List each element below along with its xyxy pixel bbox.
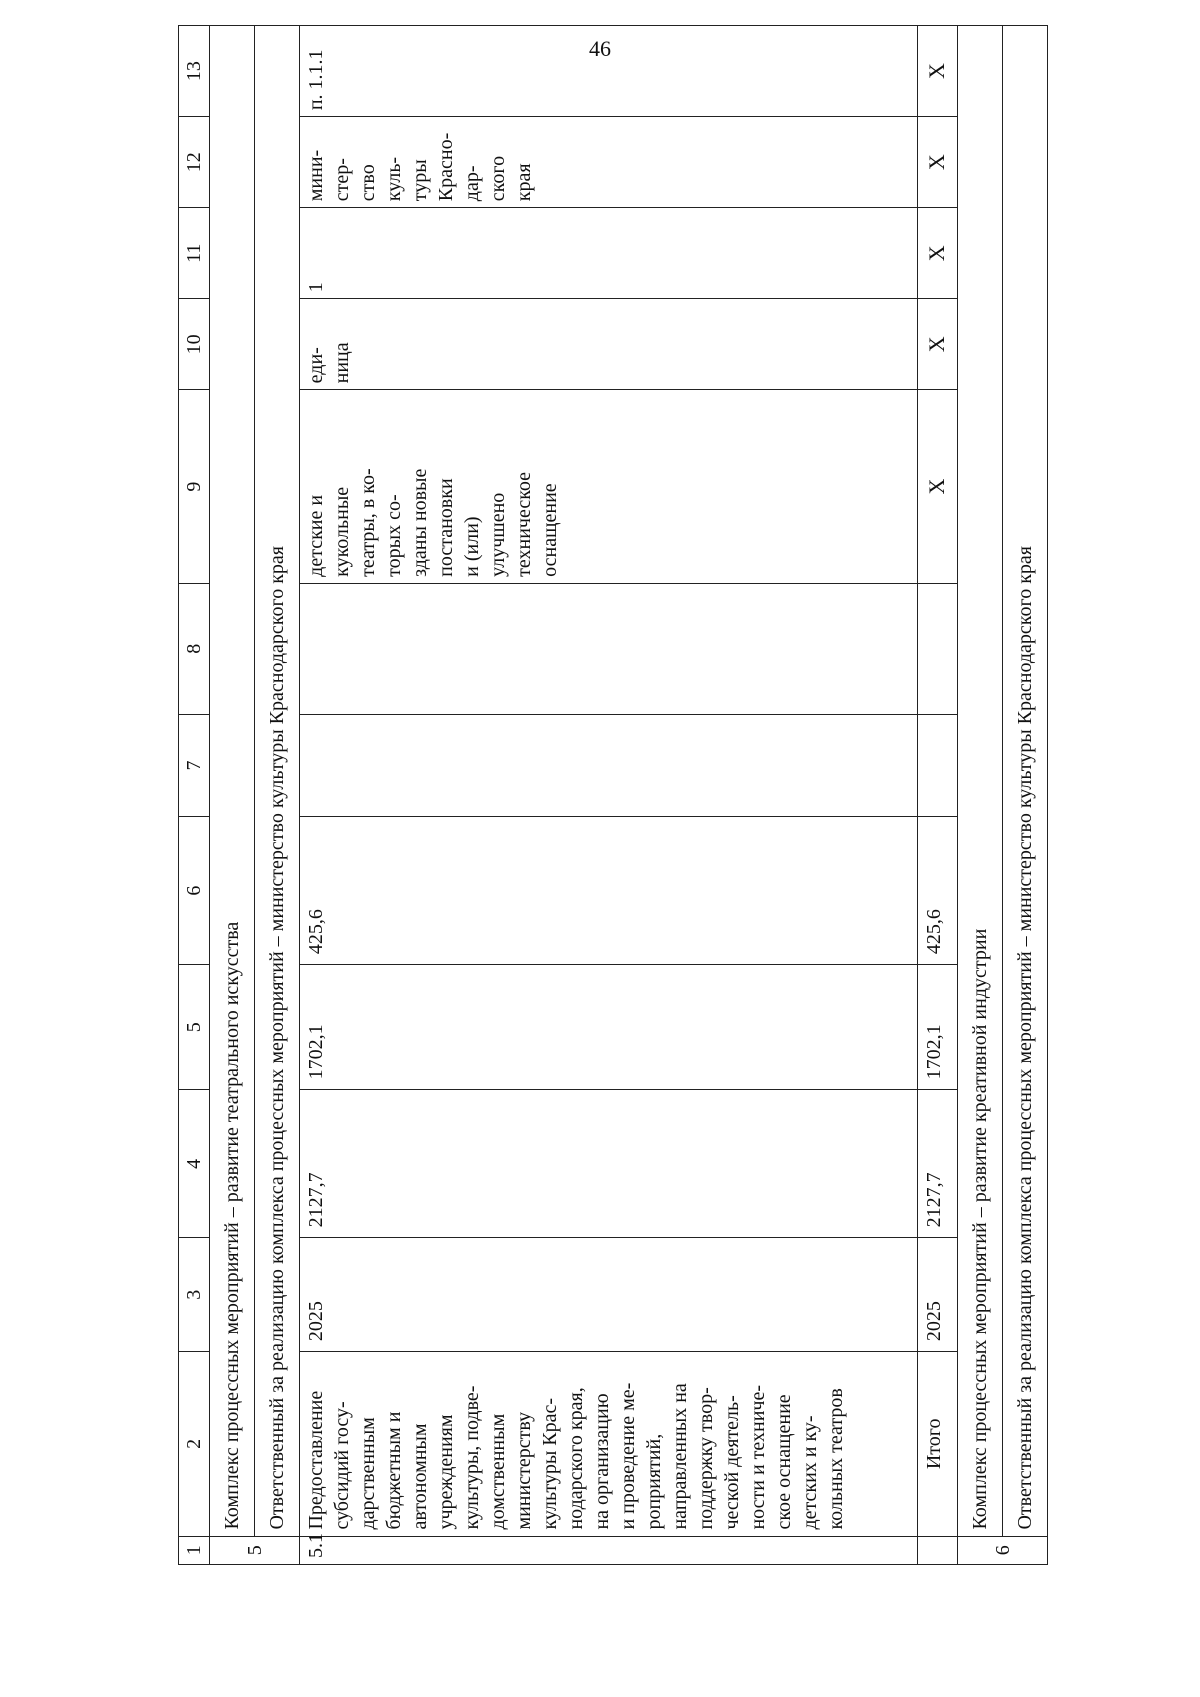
section-5-title: Комплекс процессных мероприятий – развитие театрального искусства [210, 26, 255, 1537]
total-col8 [918, 583, 958, 714]
row-5-1-description: Предоставление субсидий госу- дарственным бюджетным и автономным учреждениям культуры, подве- домственным министерству культуры Крас- нодарского края, на организацию и проведение ме- роприятий, направленных на поддержку твор- ческой деятель- ности и техниче- ское оснащение детских и ку- кольных театров [300, 1352, 918, 1536]
col-header-7: 7 [179, 714, 210, 816]
col-header-8: 8 [179, 583, 210, 714]
col-header-4: 4 [179, 1090, 210, 1238]
rotated-table-container [178, 25, 1048, 1565]
total-amount-col5: 1702,1 [918, 965, 958, 1090]
total-col10-x: Х [918, 299, 958, 390]
row-5-1-value: 1 [300, 208, 918, 299]
col-header-2: 2 [179, 1352, 210, 1536]
section-5-number: 5 [210, 1536, 300, 1564]
col-header-13: 13 [179, 26, 210, 117]
program-table [178, 25, 1048, 1565]
section-6-title-row [958, 26, 1003, 1565]
row-5-1-col8 [300, 583, 918, 714]
section-6-title: Комплекс процессных мероприятий – развитие креативной индустрии [958, 26, 1003, 1537]
column-number-row [179, 26, 210, 1565]
col-header-1: 1 [179, 1536, 210, 1564]
col-header-6: 6 [179, 817, 210, 965]
col-header-5: 5 [179, 965, 210, 1090]
table-row-5-1 [300, 26, 918, 1565]
section-6-responsible: Ответственный за реализацию комплекса процессных мероприятий – министерство культуры Краснодарского края [1003, 26, 1048, 1537]
row-5-1-unit: еди- ница [300, 299, 918, 390]
total-year: 2025 [918, 1238, 958, 1352]
page-number: 46 [589, 36, 611, 61]
row-5-1-reference: п. 1.1.1 [300, 26, 918, 117]
section-6-responsible-row [1003, 26, 1048, 1565]
col-header-9: 9 [179, 390, 210, 584]
col-header-10: 10 [179, 299, 210, 390]
row-5-1-total-amount: 2127,7 [300, 1090, 918, 1238]
total-col11-x: Х [918, 208, 958, 299]
total-col7 [918, 714, 958, 816]
section-6-number: 6 [958, 1536, 1048, 1564]
row-5-1-result: детские и кукольные театры, в ко- торых со- зданы новые постановки и (или) улучшено техническое оснащение [300, 390, 918, 584]
total-col9-x: Х [918, 390, 958, 584]
row-5-1-amount-col6: 425,6 [300, 817, 918, 965]
row-5-1-responsible: мини- стер- ство куль- туры Красно- дар- ского края [300, 117, 918, 208]
total-amount: 2127,7 [918, 1090, 958, 1238]
total-amount-col6: 425,6 [918, 817, 958, 965]
section-5-responsible-row [255, 26, 300, 1565]
total-row-col1 [918, 1536, 958, 1564]
col-header-11: 11 [179, 208, 210, 299]
section-5-title-row [210, 26, 255, 1565]
total-col12-x: Х [918, 117, 958, 208]
total-label: Итого [918, 1352, 958, 1536]
col-header-12: 12 [179, 117, 210, 208]
row-5-1-amount-col5: 1702,1 [300, 965, 918, 1090]
row-5-1-col7 [300, 714, 918, 816]
col-header-3: 3 [179, 1238, 210, 1352]
row-5-1-year: 2025 [300, 1238, 918, 1352]
total-col13-x: Х [918, 26, 958, 117]
row-5-1-number: 5.1 [300, 1536, 918, 1564]
total-row [918, 26, 958, 1565]
section-5-responsible: Ответственный за реализацию комплекса процессных мероприятий – министерство культуры Краснодарского края [255, 26, 300, 1537]
